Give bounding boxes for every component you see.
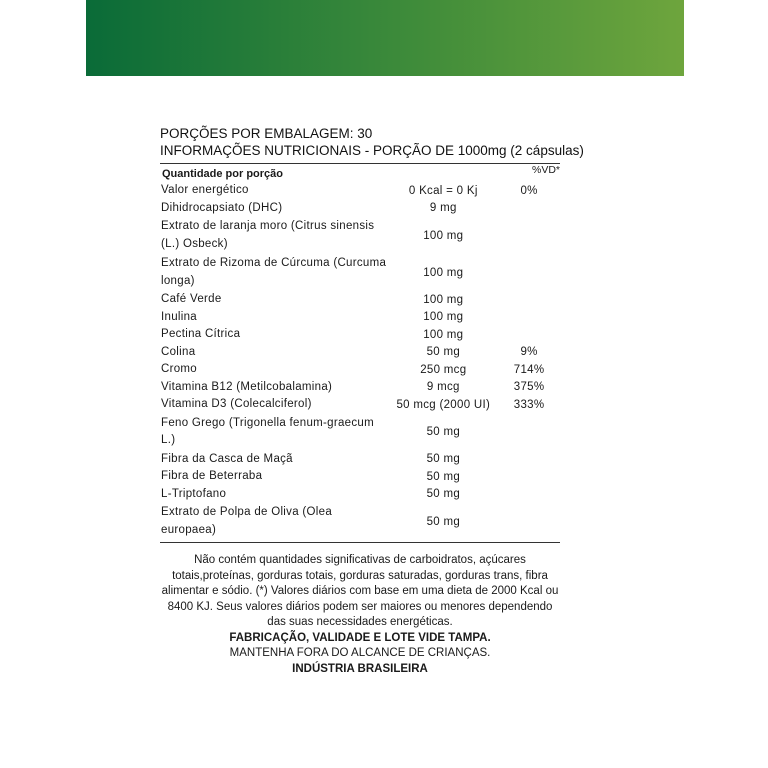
nutrient-name: Valor energético: [161, 184, 249, 196]
table-row: [160, 396, 560, 414]
nutrient-name: Inulina: [161, 310, 197, 323]
nutrient-rows: [160, 182, 560, 540]
nutrient-name: Extrato de Rizoma de Cúrcuma (Curcuma longa): [161, 257, 387, 287]
nutrient-name: L-Triptofano: [161, 487, 227, 500]
table-row: [160, 379, 560, 397]
disclaimer-text: Não contém quantidades significativas de carboidratos, açúcares totais,proteínas, gorduras totais, gorduras saturadas, gorduras trans, fibra alimentar e sódio. (*) Valores diários com base em uma dieta de 2000 Kcal ou 8400 KJ. Seus valores diários podem ser maiores ou menores dependendo das suas necessidades energéticas.: [161, 554, 559, 628]
nutrient-amount: 50 mg: [426, 426, 461, 438]
nutrient-vd: 714%: [513, 363, 545, 376]
table-row: [160, 468, 560, 486]
nutrient-amount: 50 mg: [426, 470, 461, 483]
nutrient-name: Fibra da Casca de Maçã: [161, 452, 293, 465]
nutrient-amount: 9 mg: [429, 202, 457, 215]
nutrient-amount: 100 mg: [423, 266, 464, 279]
nutrient-amount: 50 mg: [426, 488, 461, 501]
quantity-column-header: Quantidade por porção: [162, 168, 284, 180]
nutrient-amount: 250 mcg: [420, 363, 467, 376]
keep-away-notice: MANTENHA FORA DO ALCANCE DE CRIANÇAS.: [229, 647, 491, 659]
nutrient-vd: 9%: [520, 346, 538, 359]
table-row: [160, 503, 560, 540]
table-row: [160, 200, 560, 218]
nutrient-amount: 50 mg: [426, 515, 461, 528]
nutrient-name: Extrato de Polpa de Oliva (Olea europaea): [161, 506, 333, 536]
table-row: [160, 414, 560, 451]
label-notes: [160, 553, 560, 677]
nutrient-name: Fibra de Beterraba: [161, 470, 263, 482]
table-row: [160, 309, 560, 327]
table-row: [160, 291, 560, 309]
table-row: [160, 326, 560, 344]
nutrient-amount: 50 mg: [426, 346, 461, 359]
nutrition-label: [160, 125, 584, 677]
portions-per-package: PORÇÕES POR EMBALAGEM: 30: [160, 126, 373, 141]
nutrient-name: Café Verde: [161, 293, 222, 305]
nutrient-amount: 100 mg: [423, 311, 464, 324]
vd-column-header: %VD*: [531, 164, 560, 176]
header-banner: [86, 0, 684, 76]
table-row: [160, 182, 560, 200]
table-bottom-rule: [160, 542, 560, 543]
nutrient-amount: 9 mcg: [426, 381, 460, 394]
nutrient-amount: 100 mg: [423, 293, 464, 306]
origin-notice: INDÚSTRIA BRASILEIRA: [292, 662, 428, 675]
table-row: [160, 451, 560, 469]
nutrient-vd: 375%: [513, 381, 545, 394]
table-row: [160, 486, 560, 504]
nutrient-amount: 100 mg: [423, 229, 464, 242]
table-row: [160, 217, 560, 254]
nutrient-name: Vitamina D3 (Colecalciferol): [161, 398, 312, 410]
nutrient-amount: 50 mcg (2000 UI): [396, 398, 491, 411]
nutrient-name: Feno Grego (Trigonella fenum-graecum L.): [161, 416, 374, 446]
nutrient-name: Pectina Cítrica: [161, 328, 241, 340]
nutrient-name: Cromo: [161, 363, 198, 375]
nutrient-vd: 333%: [513, 398, 545, 411]
fabrication-notice: FABRICAÇÃO, VALIDADE E LOTE VIDE TAMPA.: [229, 631, 491, 644]
nutrient-amount: 0 Kcal = 0 Kj: [408, 184, 478, 197]
table-row: [160, 361, 560, 379]
nutrient-amount: 100 mg: [423, 328, 464, 341]
table-header: [160, 164, 560, 182]
table-row: [160, 344, 560, 362]
nutrient-name: Dihidrocapsiato (DHC): [161, 201, 283, 214]
nutrient-name: Colina: [161, 345, 196, 358]
nutrient-vd: 0%: [520, 184, 538, 197]
nutrition-info-title: INFORMAÇÕES NUTRICIONAIS - PORÇÃO DE 1000mg (2 cápsulas): [160, 143, 584, 158]
nutrient-name: Extrato de laranja moro (Citrus sinensis (L.) Osbeck): [161, 220, 375, 250]
nutrient-amount: 50 mg: [426, 453, 461, 466]
table-row: [160, 254, 560, 291]
nutrient-name: Vitamina B12 (Metilcobalamina): [161, 380, 333, 393]
